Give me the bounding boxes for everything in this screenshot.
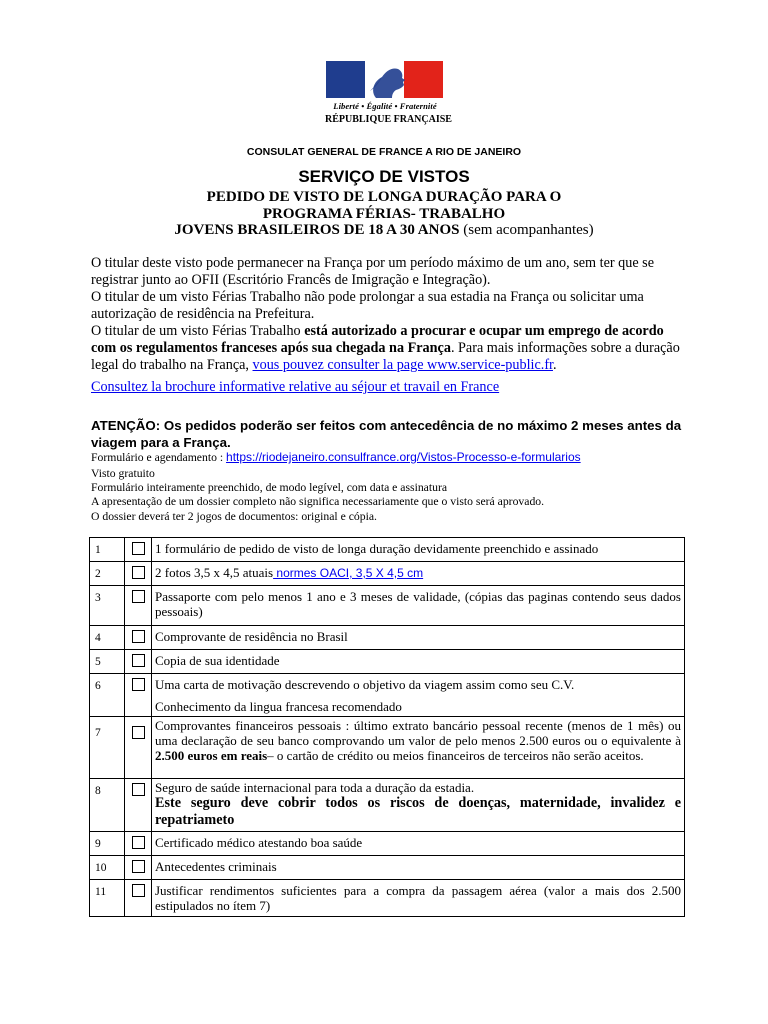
subtitle-line-3: JOVENS BRASILEIROS DE 18 A 30 ANOS (sem acompanhantes) (174, 222, 594, 238)
consulate-name: CONSULAT GENERAL DE FRANCE A RIO DE JANEIRO (246, 146, 522, 158)
complete-form-note: Formulário inteiramente preenchido, de modo legível, com data e assinatura (91, 481, 448, 494)
copies-note: O dossier deverá ter 2 jogos de documentos: original e cópia. (91, 510, 377, 523)
table-row: 5 Copia de sua identidade (90, 650, 685, 674)
checkbox[interactable] (132, 860, 145, 873)
table-row: 9 Certificado médico atestando boa saúde (90, 832, 685, 856)
document-checklist (89, 537, 685, 917)
checkbox[interactable] (132, 630, 145, 643)
checkbox[interactable] (132, 542, 145, 555)
checkbox[interactable] (132, 566, 145, 579)
motto: Liberté • Égalité • Fraternité (333, 101, 437, 111)
subtitle-line-2: PROGRAMA FÉRIAS- TRABALHO (262, 206, 506, 222)
brochure-link[interactable]: Consultez la brochure informative relative au séjour et travail en France (91, 379, 500, 395)
dossier-note: A apresentação de um dossier completo não significa necessariamente que o visto será aprovado. (91, 495, 545, 508)
checkbox[interactable] (132, 654, 145, 667)
photo-norms-link[interactable]: normes OACI, 3,5 X 4,5 cm (273, 566, 424, 580)
table-row: 10 Antecedentes criminais (90, 856, 685, 880)
form-scheduling-link[interactable]: https://riodejaneiro.consulfrance.org/Vistos-Processo-e-formularios (226, 450, 581, 464)
checkbox[interactable] (132, 726, 145, 739)
intro-paragraph-3: O titular de um visto Férias Trabalho está autorizado a procurar e ocupar um emprego de acordo com os regulamentos franceses após sua chegada na França. Para mais informações sobre a duração legal do trabalho na França, vous pouvez consulter la page www.service-public.fr. (91, 323, 680, 373)
visa-free-note: Visto gratuito (91, 467, 155, 480)
republic-name: RÉPUBLIQUE FRANÇAISE (325, 114, 452, 125)
table-row: 2 2 fotos 3,5 x 4,5 atuais normes OACI, 3,5 X 4,5 cm (90, 562, 685, 586)
page-title: SERVIÇO DE VISTOS (298, 167, 470, 186)
checkbox[interactable] (132, 783, 145, 796)
checkbox[interactable] (132, 590, 145, 603)
table-row: 1 1 formulário de pedido de visto de longa duração devidamente preenchido e assinado (90, 538, 685, 562)
checkbox[interactable] (132, 884, 145, 897)
checkbox[interactable] (132, 678, 145, 691)
marianne-flag-icon (326, 61, 443, 98)
intro-paragraph-2: O titular de um visto Férias Trabalho não pode prolongar a sua estadia na França ou solicitar uma autorização de residência na Prefeitura. (91, 289, 644, 322)
attention-notice: ATENÇÃO: Os pedidos poderão ser feitos com antecedência de no máximo 2 meses antes da viagem para a França. (91, 418, 682, 450)
table-row: 8 Seguro de saúde internacional para toda a duração da estadia. Este seguro deve cobrir todos os riscos de doenças, maternidade, invalidez e repatriameto (90, 779, 685, 832)
republique-francaise-logo (325, 60, 452, 130)
table-row: 7 Comprovantes financeiros pessoais : último extrato bancário pessoal recente (menos de 1 mês) ou uma declaração de seu banco comprovando um valor de pelo menos 2.500 euros ou o equivalente à 2.500 euros em reais– o cartão de crédito ou meios financeiros de terceiros não serão aceitos. (90, 717, 685, 779)
table-row: 4 Comprovante de residência no Brasil (90, 626, 685, 650)
intro-paragraph-1: O titular deste visto pode permanecer na França por um período máximo de um ano, sem ter que se registrar junto ao OFII (Escritório Francês de Imigração e Integração). (91, 255, 654, 288)
checkbox[interactable] (132, 836, 145, 849)
form-scheduling-line: Formulário e agendamento : https://riodejaneiro.consulfrance.org/Vistos-Processo-e-formularios (91, 450, 581, 464)
table-row: 11 Justificar rendimentos suficientes para a compra da passagem aérea (valor a mais dos 2.500 estipulados no ítem 7) (90, 880, 685, 917)
intro-text (91, 255, 691, 396)
table-row: 3 Passaporte com pelo menos 1 ano e 3 meses de validade, (cópias das paginas contendo seus dados pessoais) (90, 586, 685, 626)
table-row: 6 Uma carta de motivação descrevendo o objetivo da viagem assim como seu C.V. Conhecimento da lingua francesa recomendado (90, 674, 685, 717)
subtitle-line-1: PEDIDO DE VISTO DE LONGA DURAÇÃO PARA O (206, 189, 562, 205)
service-public-link[interactable]: vous pouvez consulter la page www.service-public.fr (252, 357, 553, 373)
